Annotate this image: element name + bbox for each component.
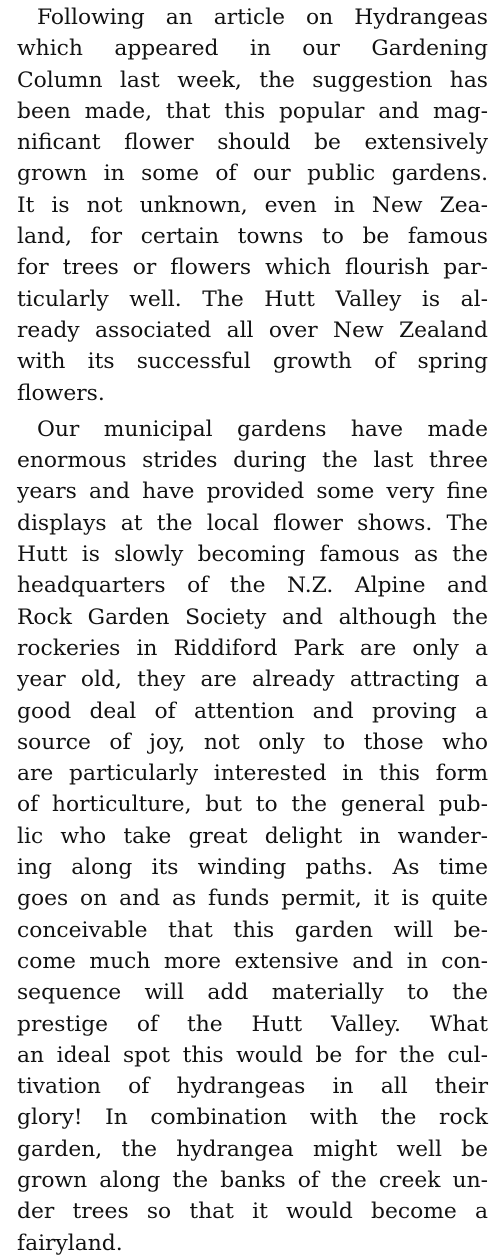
text-line: years and have provided some very fine bbox=[17, 479, 488, 505]
text-line: tivation of hydrangeas in all their bbox=[17, 1074, 488, 1100]
text-line: displays at the local flower shows. The bbox=[17, 510, 488, 536]
text-line: nificant flower should be extensively bbox=[17, 130, 488, 156]
text-line: ticularly well. The Hutt Valley is al- bbox=[17, 286, 488, 312]
paragraph-2 bbox=[17, 414, 488, 1259]
text-line: Our municipal gardens have made bbox=[37, 416, 488, 442]
text-line: Rock Garden Society and although the bbox=[17, 604, 488, 630]
text-line: grown in some of our public gardens. bbox=[17, 161, 488, 187]
text-line: flowers. bbox=[17, 380, 105, 406]
text-line: source of joy, not only to those who bbox=[17, 729, 488, 755]
text-line: fairyland. bbox=[17, 1230, 123, 1256]
paragraph-1 bbox=[17, 2, 488, 409]
text-line: prestige of the Hutt Valley. What bbox=[17, 1011, 488, 1037]
text-line: Hutt is slowly becoming famous as the bbox=[17, 542, 488, 568]
text-line: glory! In combination with the rock bbox=[17, 1105, 488, 1131]
text-line: lic who take great delight in wander- bbox=[17, 823, 488, 849]
text-line: good deal of attention and proving a bbox=[17, 698, 488, 724]
text-line: enormous strides during the last three bbox=[17, 448, 488, 474]
text-line: Following an article on Hydrangeas bbox=[37, 5, 488, 30]
text-line: goes on and as funds permit, it is quite bbox=[17, 886, 488, 912]
text-line: Column last week, the suggestion has bbox=[17, 67, 488, 93]
text-line: grown along the banks of the creek un- bbox=[17, 1167, 488, 1193]
text-line: are particularly interested in this form bbox=[17, 761, 488, 787]
text-line: It is not unknown, even in New Zea- bbox=[17, 192, 488, 218]
text-line: come much more extensive and in con- bbox=[17, 948, 488, 974]
text-line: conceivable that this garden will be- bbox=[17, 917, 488, 943]
text-line: been made, that this popular and mag- bbox=[17, 98, 488, 124]
text-line: an ideal spot this would be for the cul- bbox=[17, 1042, 488, 1068]
text-line: which appeared in our Gardening bbox=[17, 36, 488, 62]
text-line: headquarters of the N.Z. Alpine and bbox=[17, 573, 488, 599]
text-line: of horticulture, but to the general pub- bbox=[17, 792, 488, 818]
text-line: ing along its winding paths. As time bbox=[17, 855, 488, 881]
text-line: der trees so that it would become a bbox=[17, 1199, 488, 1225]
text-line: sequence will add materially to the bbox=[17, 980, 488, 1006]
text-line: land, for certain towns to be famous bbox=[17, 224, 488, 250]
text-line: ready associated all over New Zealand bbox=[17, 317, 488, 343]
text-line: with its successful growth of spring bbox=[17, 349, 488, 375]
text-line: for trees or flowers which flourish par- bbox=[17, 255, 488, 281]
text-line: rockeries in Riddiford Park are only a bbox=[17, 635, 488, 661]
text-line: year old, they are already attracting a bbox=[17, 667, 488, 693]
text-line: garden, the hydrangea might well be bbox=[17, 1136, 488, 1162]
